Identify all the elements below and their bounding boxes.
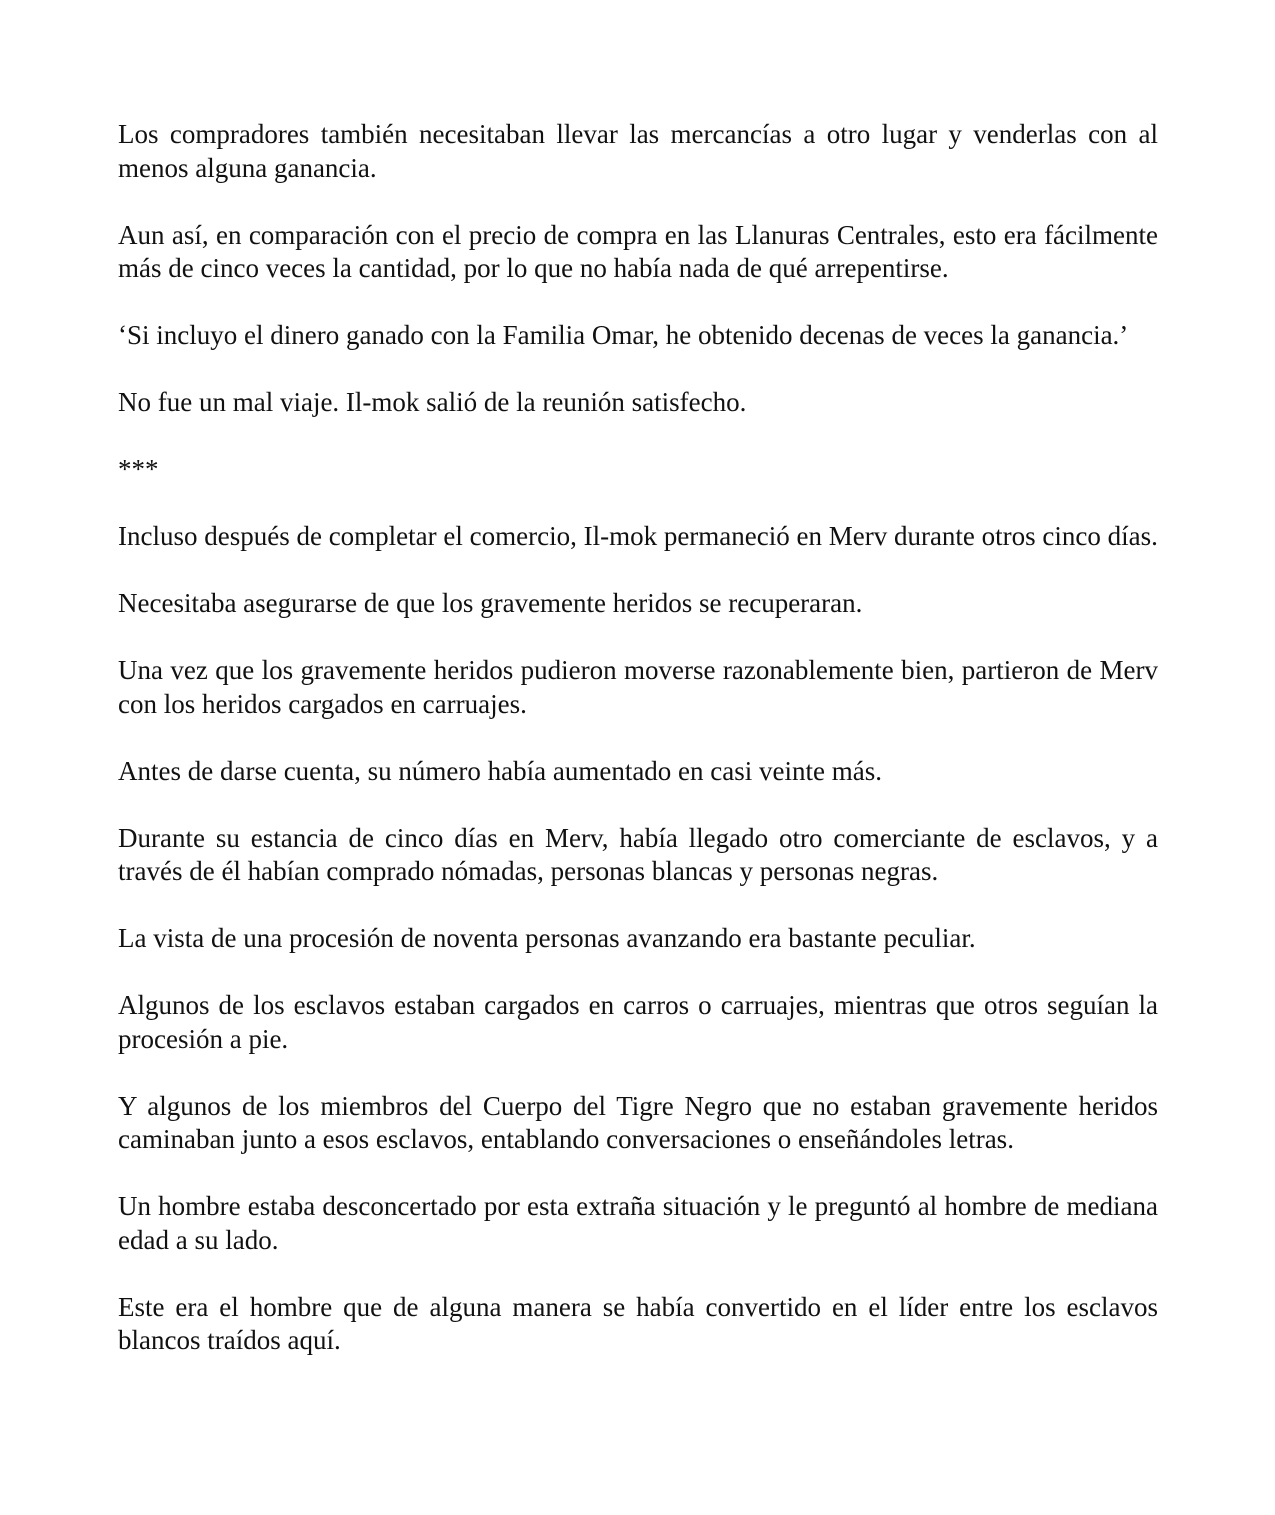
paragraph-5: Incluso después de completar el comercio, Il-mok permaneció en Merv durante otros cinco días. xyxy=(118,521,1158,551)
paragraph-4: No fue un mal viaje. Il-mok salió de la reunión satisfecho. xyxy=(118,387,747,417)
paragraph-10: La vista de una procesión de noventa personas avanzando era bastante peculiar. xyxy=(118,923,976,953)
paragraph-11: Algunos de los esclavos estaban cargados en carros o carruajes, mientras que otros seguían la procesión a pie. xyxy=(118,990,1158,1054)
paragraph-1: Los compradores también necesitaban llevar las mercancías a otro lugar y venderlas con al menos alguna ganancia. xyxy=(118,119,1158,183)
paragraph-12: Y algunos de los miembros del Cuerpo del Tigre Negro que no estaban gravemente heridos caminaban junto a esos esclavos, entablando conversaciones o enseñándoles letras. xyxy=(118,1090,1158,1154)
paragraph-7: Una vez que los gravemente heridos pudieron moverse razonablemente bien, partieron de Merv con los heridos cargados en carruajes. xyxy=(118,655,1158,719)
paragraph-8: Antes de darse cuenta, su número había aumentado en casi veinte más. xyxy=(118,755,882,786)
scene-break: *** xyxy=(118,454,159,484)
paragraph-6: Necesitaba asegurarse de que los gravemente heridos se recuperaran. xyxy=(118,588,863,618)
paragraph-2: Aun así, en comparación con el precio de compra en las Llanuras Centrales, esto era fácilmente más de cinco veces la cantidad, por lo que no había nada de qué arrepentirse. xyxy=(118,219,1158,283)
text-column xyxy=(118,118,1158,1358)
paragraph-14: Este era el hombre que de alguna manera se había convertido en el líder entre los esclavos blancos traídos aquí. xyxy=(118,1291,1158,1355)
paragraph-13: Un hombre estaba desconcertado por esta extraña situación y le preguntó al hombre de mediana edad a su lado. xyxy=(118,1191,1158,1255)
paragraph-9: Durante su estancia de cinco días en Merv, había llegado otro comerciante de esclavos, y a través de él habían comprado nómadas, personas blancas y personas negras. xyxy=(118,822,1158,886)
paragraph-3: ‘Si incluyo el dinero ganado con la Familia Omar, he obtenido decenas de veces la ganancia.’ xyxy=(118,320,1129,350)
